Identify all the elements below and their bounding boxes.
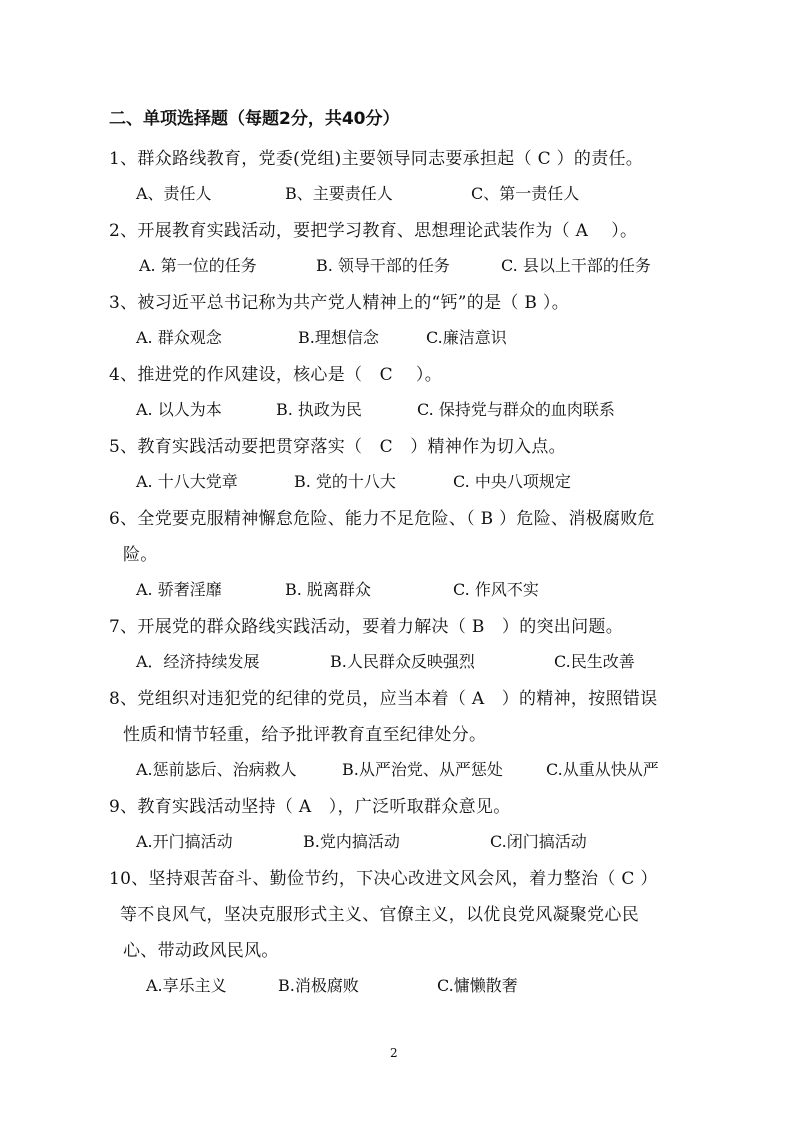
question-3: 3、被习近平总书记称为共产党人精神上的“钙”的是（ B ）。 xyxy=(109,293,569,313)
option-b: B. 脱离群众 xyxy=(285,580,371,599)
option-b: B.从严治党、从严惩处 xyxy=(342,760,503,779)
option-a: A. 以人为本 xyxy=(136,400,222,419)
option-a: A. 十八大党章 xyxy=(136,472,238,491)
option-c: C. 保持党与群众的血肉联系 xyxy=(417,400,615,419)
question-7: 7、开展党的群众路线实践活动，要着力解决（ B ）的突出问题。 xyxy=(109,617,624,637)
option-a: A、责任人 xyxy=(136,184,212,203)
option-a: A. 群众观念 xyxy=(136,328,222,347)
question-10-continuation-1: 等不良风气，坚决克服形式主义、官僚主义，以优良党风凝聚党心民 xyxy=(120,905,639,925)
option-c: C.廉洁意识 xyxy=(426,328,507,347)
option-c: C.闭门搞活动 xyxy=(490,832,587,851)
option-a: A.开门搞活动 xyxy=(136,832,233,851)
question-8-continuation: 性质和情节轻重，给予批评教育直至纪律处分。 xyxy=(123,725,487,745)
option-a: A．经济持续发展 xyxy=(136,652,260,671)
question-6: 6、全党要克服精神懈怠危险、能力不足危险、（ B ）危险、消极腐败危 xyxy=(109,509,655,529)
option-b: B、主要责任人 xyxy=(285,184,393,203)
option-b: B.人民群众反映强烈 xyxy=(330,652,475,671)
option-a: A.惩前毖后、治病救人 xyxy=(136,760,297,779)
question-6-continuation: 险。 xyxy=(123,545,158,565)
option-a: A. 骄奢淫靡 xyxy=(136,580,222,599)
option-c: C、第一责任人 xyxy=(471,184,580,203)
question-5: 5、教育实践活动要把贯穿落实（ C ）精神作为切入点。 xyxy=(109,437,566,457)
question-4: 4、推进党的作风建设，核心是（ C ）。 xyxy=(109,365,443,385)
question-1: 1、群众路线教育，党委(党组)主要领导同志要承担起（ C ）的责任。 xyxy=(109,149,644,169)
page-number: 2 xyxy=(390,1046,398,1060)
option-a: A.享乐主义 xyxy=(146,976,227,995)
question-8: 8、党组织对违犯党的纪律的党员，应当本着（ A ）的精神，按照错误 xyxy=(109,689,658,709)
option-c: C.慵懒散奢 xyxy=(437,976,518,995)
question-2: 2、开展教育实践活动，要把学习教育、思想理论武装作为（ A ）。 xyxy=(109,221,638,241)
question-9: 9、教育实践活动坚持（ A ），广泛听取群众意见。 xyxy=(109,797,511,817)
option-a: A. 第一位的任务 xyxy=(139,256,257,275)
option-b: B.党内搞活动 xyxy=(303,832,400,851)
option-b: B.消极腐败 xyxy=(278,976,359,995)
option-c: C. 中央八项规定 xyxy=(453,472,571,491)
option-b: B. 执政为民 xyxy=(276,400,362,419)
option-b: B. 党的十八大 xyxy=(294,472,396,491)
option-c: C. 县以上干部的任务 xyxy=(501,256,651,275)
option-c: C.民生改善 xyxy=(554,652,635,671)
option-b: B. 领导干部的任务 xyxy=(316,256,450,275)
option-c: C.从重从快从严 xyxy=(546,760,659,779)
question-10: 10、坚持艰苦奋斗、勤俭节约，下决心改进文风会风，着力整治（ C ） xyxy=(109,869,658,889)
question-10-continuation-2: 心、带动政风民风。 xyxy=(123,941,279,961)
section-title: 二、单项选择题（每题2分，共40分） xyxy=(109,109,400,129)
option-c: C. 作风不实 xyxy=(453,580,539,599)
option-b: B.理想信念 xyxy=(298,328,379,347)
